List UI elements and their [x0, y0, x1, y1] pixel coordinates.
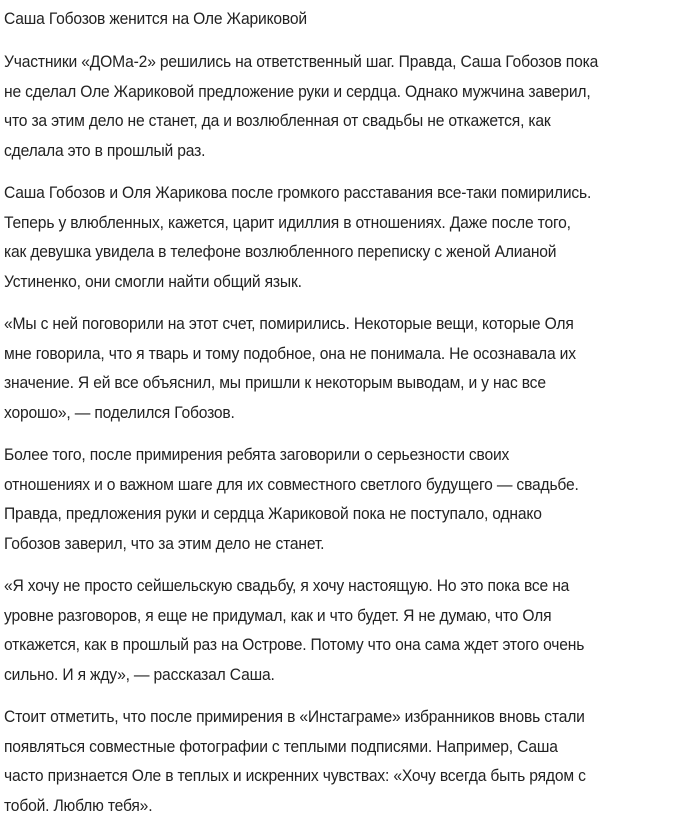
paragraph-line: значение. Я ей все объяснил, мы пришли к некоторым выводам, и у нас все	[4, 368, 643, 398]
paragraph-line: Правда, предложения руки и сердца Жариковой пока не поступало, однако	[4, 499, 643, 529]
paragraph-line: «Я хочу не просто сейшельскую свадьбу, я хочу настоящую. Но это пока все на	[4, 571, 643, 601]
paragraph-line: Более того, после примирения ребята заговорили о серьезности своих	[4, 440, 643, 470]
paragraph-quote-sasha	[4, 571, 699, 689]
paragraph-instagram	[4, 702, 699, 820]
article	[0, 4, 699, 820]
paragraph-line: тобой. Люблю тебя».	[4, 791, 643, 820]
paragraph-line: отношениях и о важном шаге для их совместного светлого будущего — свадьбе.	[4, 470, 643, 500]
paragraph-line: мне говорила, что я тварь и тому подобное, она не понимала. Не осознавала их	[4, 339, 643, 369]
paragraph-line: Гобозов заверил, что за этим дело не станет.	[4, 529, 643, 559]
paragraph-line: появляться совместные фотографии с теплыми подписями. Например, Саша	[4, 732, 643, 762]
paragraph-line: Теперь у влюбленных, кажется, царит идиллия в отношениях. Даже после того,	[4, 208, 643, 238]
paragraph-line: часто признается Оле в теплых и искренних чувствах: «Хочу всегда быть рядом с	[4, 761, 643, 791]
paragraph-wedding-talk	[4, 440, 699, 558]
paragraph-line: уровне разговоров, я еще не придумал, как и что будет. Я не думаю, что Оля	[4, 601, 643, 631]
article-title: Саша Гобозов женится на Оле Жариковой	[4, 4, 643, 34]
paragraph-line: сильно. И я жду», — рассказал Саша.	[4, 660, 643, 690]
paragraph-line: «Мы с ней поговорили на этот счет, помирились. Некоторые вещи, которые Оля	[4, 309, 643, 339]
paragraph-line: что за этим дело не станет, да и возлюбленная от свадьбы не откажется, как	[4, 106, 643, 136]
paragraph-line: Участники «ДОМа-2» решились на ответственный шаг. Правда, Саша Гобозов пока	[4, 47, 643, 77]
paragraph-line: хорошо», — поделился Гобозов.	[4, 398, 643, 428]
paragraph-line: Стоит отметить, что после примирения в «Инстаграме» избранников вновь стали	[4, 702, 643, 732]
paragraph-quote-gobozov	[4, 309, 699, 427]
paragraph-line: Устиненко, они смогли найти общий язык.	[4, 267, 643, 297]
paragraph-line: сделала это в прошлый раз.	[4, 136, 643, 166]
paragraph-line: не сделал Оле Жариковой предложение руки и сердца. Однако мужчина заверил,	[4, 77, 643, 107]
paragraph-reconciliation	[4, 178, 699, 296]
paragraph-intro	[4, 47, 699, 165]
paragraph-line: как девушка увидела в телефоне возлюбленного переписку с женой Алианой	[4, 237, 643, 267]
paragraph-line: Саша Гобозов и Оля Жарикова после громкого расставания все-таки помирились.	[4, 178, 643, 208]
paragraph-line: откажется, как в прошлый раз на Острове. Потому что она сама ждет этого очень	[4, 630, 643, 660]
